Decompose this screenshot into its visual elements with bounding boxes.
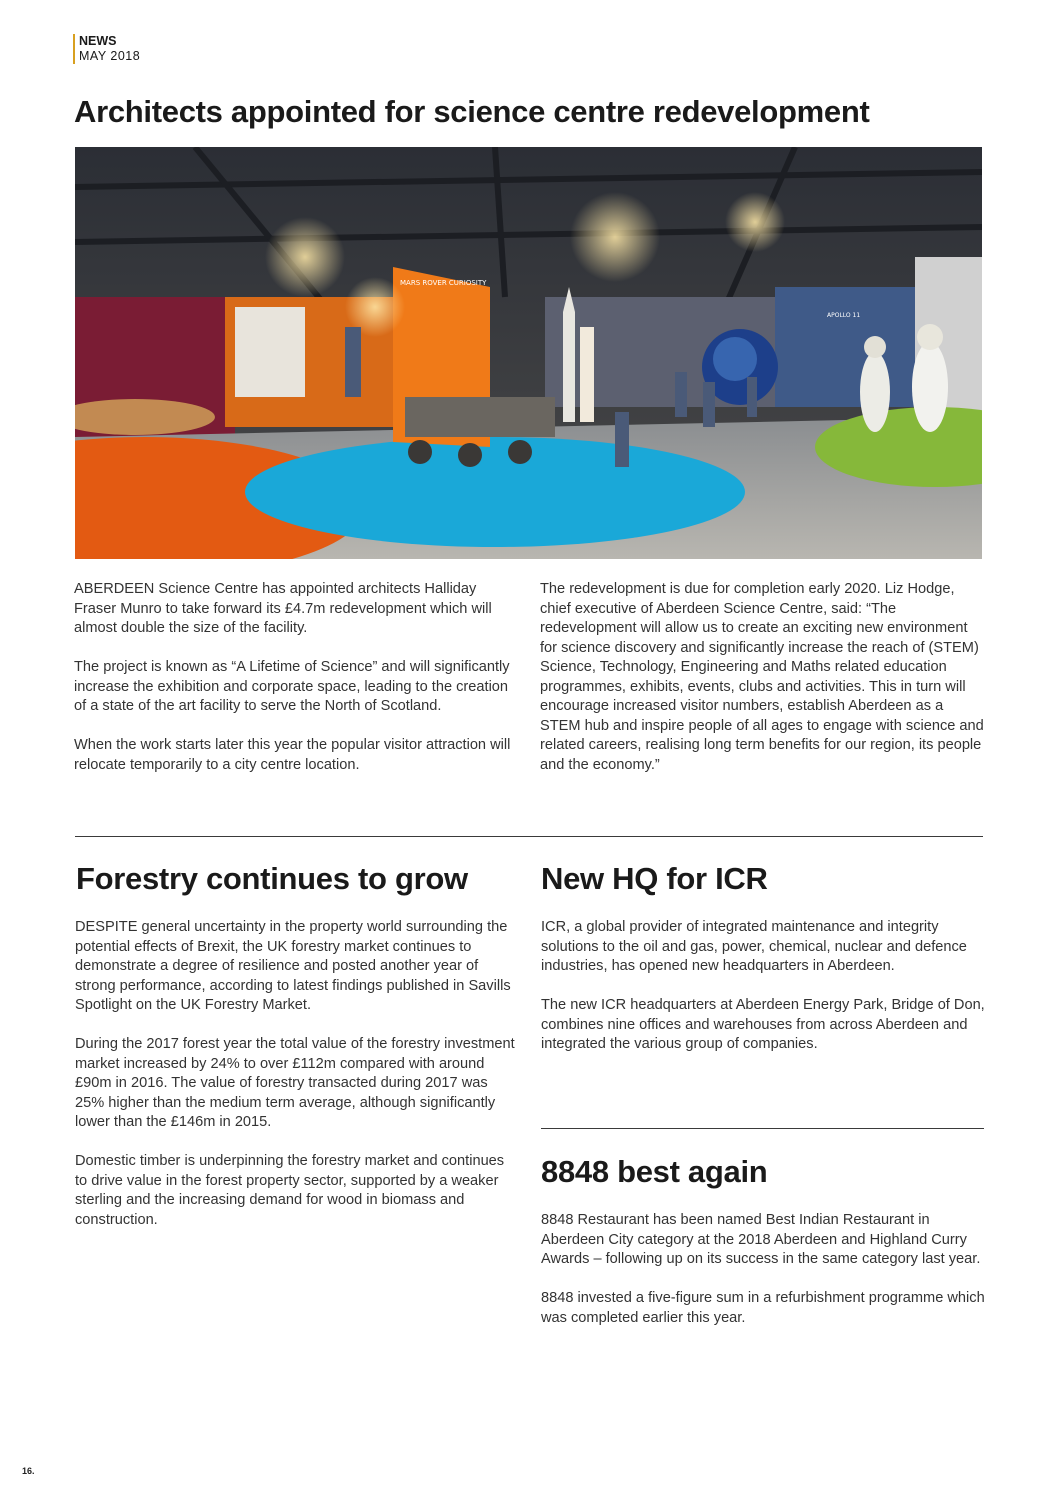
paragraph: 8848 Restaurant has been named Best Indian Restaurant in Aberdeen City category at the 2018 Aberdeen and Highland Curry Awards – following up on its success in the same category last year.: [541, 1212, 981, 1267]
forestry-article-body: [75, 918, 520, 1230]
main-article-col-left: [74, 580, 514, 775]
paragraph: 8848 invested a five-figure sum in a refurbishment programme which was completed earlier this year.: [541, 1290, 985, 1326]
apollo-panel-label: APOLLO 11: [827, 312, 861, 319]
restaurant-article-body: [541, 1211, 986, 1328]
main-article-col-right: [540, 580, 986, 775]
paragraph: The redevelopment is due for completion early 2020. Liz Hodge, chief executive of Aberdeen Science Centre, said: “The redevelopment will allow us to create an exciting new environment for science discovery and significantly increase the reach of (STEM) Science, Technology, Engineering and Maths related education programmes, exhibits, events, clubs and activities. This in turn will encourage increased visitor numbers, establish Aberdeen as a STEM hub and inspire people of all ages to engage with science and related careers, realising long term benefits for our region, its people and the economy.”: [540, 581, 984, 773]
paragraph: DESPITE general uncertainty in the property world surrounding the potential effects of Brexit, the UK forestry market continues to demonstrate a degree of resilience and posted another year of strong performance, according to latest findings published in Savills Spotlight on the UK Forestry Market.: [75, 919, 511, 1013]
section-tag: [73, 34, 140, 64]
paragraph: ICR, a global provider of integrated maintenance and integrity solutions to the oil and gas, power, chemical, nuclear and defence industries, has opened new headquarters in Aberdeen.: [541, 919, 967, 974]
paragraph: The project is known as “A Lifetime of Science” and will significantly increase the exhibition and corporate space, leading to the creation of a state of the art facility to serve the North of Scotland.: [74, 659, 510, 714]
paragraph: When the work starts later this year the popular visitor attraction will relocate temporarily to a city centre location.: [74, 737, 511, 773]
hero-image: [75, 147, 982, 559]
icr-article-body: [541, 918, 986, 1055]
section-name: NEWS: [79, 34, 117, 48]
paragraph: During the 2017 forest year the total value of the forestry investment market increased by 24% to over £112m compared with around £90m in 2016. The value of forestry transacted during 2017 was 25% higher than the medium term average, although significantly lower than the £146m in 2015.: [75, 1036, 515, 1130]
mars-panel-label: MARS ROVER CURIOSITY: [400, 279, 487, 287]
forestry-headline: Forestry continues to grow: [76, 861, 468, 896]
paragraph: Domestic timber is underpinning the forestry market and continues to drive value in the forest property sector, supported by a weaker sterling and the increasing demand for wood in biomass and construction.: [75, 1153, 505, 1228]
section-divider: [541, 1128, 984, 1129]
main-headline: Architects appointed for science centre redevelopment: [74, 94, 870, 129]
section-divider: [75, 836, 983, 837]
paragraph: ABERDEEN Science Centre has appointed architects Halliday Fraser Munro to take forward its £4.7m redevelopment which will almost double the size of the facility.: [74, 581, 492, 636]
icr-headline: New HQ for ICR: [541, 861, 768, 896]
issue-date: MAY 2018: [79, 49, 141, 63]
paragraph: The new ICR headquarters at Aberdeen Energy Park, Bridge of Don, combines nine offices and warehouses from across Aberdeen and integrated the various group of companies.: [541, 997, 985, 1052]
page-number: 16.: [22, 1466, 35, 1476]
restaurant-headline: 8848 best again: [541, 1154, 768, 1189]
